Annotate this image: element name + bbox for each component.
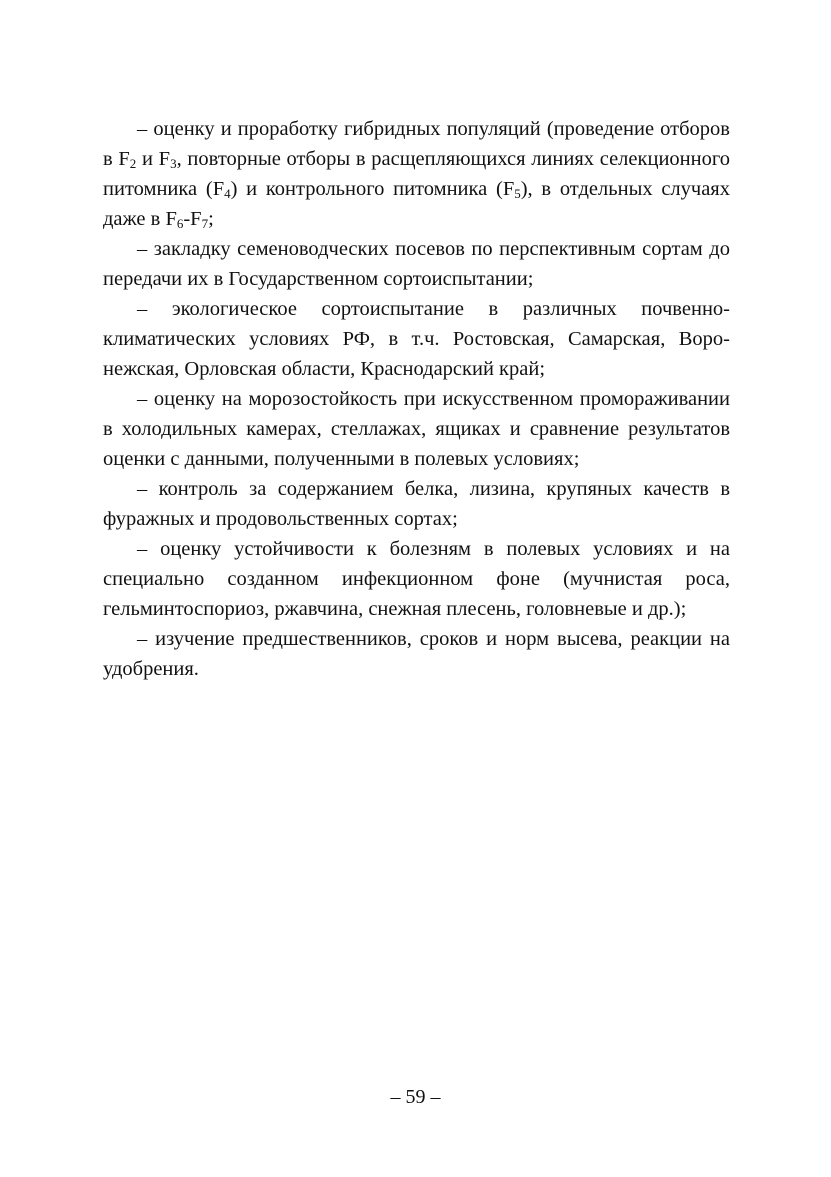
paragraph [103, 114, 730, 234]
paragraph-text: – экологическое сортоиспытание в различных почвенно-климатических условиях РФ, в т.ч. Ростовская, Самарская, Воронежская, Орловская области, Краснодарский край; [103, 298, 730, 380]
paragraph [103, 234, 730, 294]
paragraph-text: , повторные отборы в расщепляющихся линиях селекционного питомника (F [103, 148, 730, 200]
paragraph-text: – оценку и проработку гибридных популяций (проведение отборов в F [103, 118, 730, 170]
paragraph-text: – оценку на морозостойкость при искусственном промораживании в холодильных камерах, стеллажах, ящиках и сравнение результатов оценки с данными, полученными в полевых условиях; [103, 388, 730, 470]
paragraph-text: – оценку устойчивости к болезням в полевых условиях и на специально созданном инфекционном фоне (мучнистая роса, гельминтоспориоз, ржавчина, снежная плесень, головневые и др.); [103, 538, 730, 620]
paragraph [103, 294, 730, 384]
paragraph-text: – контроль за содержанием белка, лизина, крупяных качеств в фуражных и продовольственных сортах; [103, 478, 730, 530]
page-number: – 59 – [390, 1086, 441, 1108]
paragraph-text: ; [208, 208, 214, 230]
paragraph-text: -F [183, 208, 202, 230]
subscript: 6 [176, 216, 184, 231]
paragraph [103, 624, 730, 684]
paragraph-text: ) и контрольного питомника (F [230, 178, 515, 200]
subscript: 2 [129, 156, 137, 171]
paragraph-text: ), в отдельных случаях даже в F [103, 178, 730, 230]
body-text [103, 114, 730, 684]
paragraph [103, 384, 730, 474]
paragraph-text: – закладку семеноводческих посевов по перспективным сортам до передачи их в Государственном сортоиспытании; [103, 238, 730, 290]
subscript: 5 [514, 186, 521, 201]
paragraph [103, 534, 730, 624]
subscript: 7 [201, 216, 209, 231]
paragraph-text: и F [136, 148, 171, 170]
paragraph-text: – изучение предшественников, сроков и норм высева, реакции на удобрения. [103, 628, 730, 680]
subscript: 4 [224, 186, 231, 201]
subscript: 3 [170, 156, 177, 171]
paragraph [103, 474, 730, 534]
